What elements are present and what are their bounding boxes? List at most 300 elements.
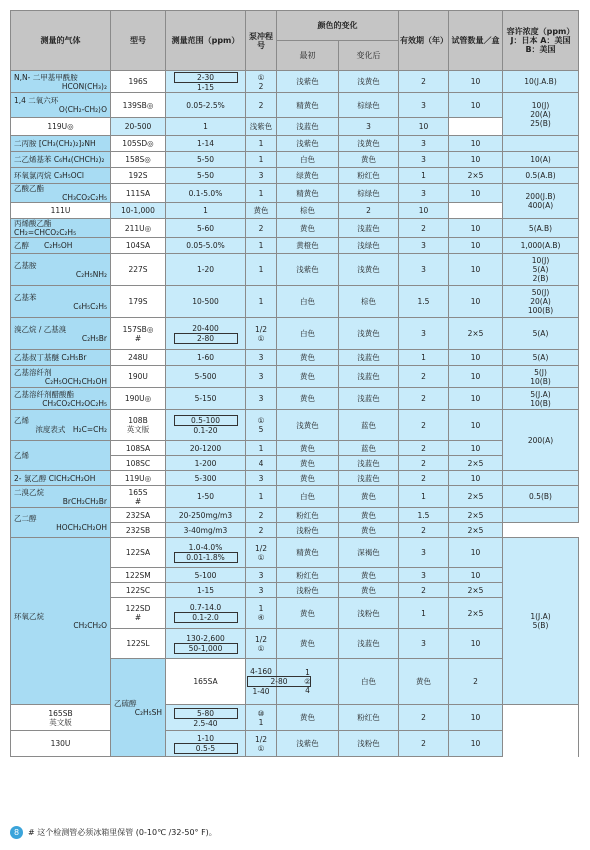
gas-name <box>11 538 111 705</box>
tube-count-line: 10 <box>470 570 481 580</box>
tube-count-line: 2×5 <box>467 329 484 338</box>
pump-line: ⑩ <box>257 708 265 718</box>
range-line: 5-50 <box>196 155 215 164</box>
exposure-limit-line: 0.5(B) <box>529 492 552 501</box>
exposure-limit <box>503 471 579 486</box>
range-line: 20-250mg/m3 <box>178 510 233 520</box>
range-line: 1-20 <box>196 265 215 274</box>
model-line: 119U◎ <box>124 473 152 483</box>
color-after-line: 浅蓝色 <box>357 473 380 483</box>
shelf-life <box>399 152 449 168</box>
range-line: 20-500 <box>124 122 152 131</box>
range <box>166 456 246 471</box>
pump-line: 4 <box>305 686 310 695</box>
shelf-life <box>399 286 449 318</box>
color-after <box>339 168 399 184</box>
shelf-life <box>399 318 449 350</box>
color-after <box>339 731 399 757</box>
color-initial <box>277 318 339 350</box>
range-line: 0.7-14.0 <box>189 603 222 612</box>
tube-count-line: 10 <box>470 473 481 483</box>
pump <box>166 118 246 136</box>
color-initial <box>277 254 339 286</box>
range <box>166 388 246 410</box>
tube-count-line: 10 <box>470 739 481 748</box>
range-line: 0.1-5.0% <box>188 188 223 198</box>
range-line: 2.5-40 <box>193 718 218 728</box>
gas-name-line: 乙烯 <box>14 416 29 425</box>
model-line: 158S◎ <box>125 155 151 164</box>
color-after <box>339 598 399 629</box>
pump-line: 4 <box>258 458 264 468</box>
model <box>111 538 166 568</box>
tube-count-line: 2×5 <box>467 171 484 180</box>
range-line: 3-40mg/m3 <box>183 525 228 535</box>
pump <box>246 152 277 168</box>
tube-count <box>449 318 503 350</box>
tube-count-line: 10 <box>470 639 481 648</box>
color-initial <box>277 71 339 93</box>
exposure-limit <box>503 168 579 184</box>
table-row <box>11 71 579 93</box>
pump-line: 1 <box>203 206 208 215</box>
range <box>166 508 246 523</box>
model-line: 英文版 <box>49 717 72 727</box>
color-initial <box>277 523 339 538</box>
gas-name-line: 2- 氯乙醇 ClCH₂CH₂OH <box>14 473 96 483</box>
color-initial <box>246 203 277 219</box>
color-initial-line: 浅紫色 <box>296 139 319 148</box>
pump <box>246 366 277 388</box>
range-line: 5-80 <box>174 708 238 719</box>
shelf-life-line: 3 <box>421 548 426 557</box>
color-after-line: 深褐色 <box>357 548 380 557</box>
pump-line: ① <box>257 643 265 653</box>
exposure-limit <box>503 486 579 508</box>
color-after-line: 黄色 <box>361 570 376 580</box>
range <box>166 254 246 286</box>
model <box>111 366 166 388</box>
model <box>111 486 166 508</box>
gas-name <box>11 71 111 93</box>
color-initial-line: 绿黄色 <box>296 171 319 180</box>
pump-line: 1/2 <box>254 324 268 334</box>
color-initial-line: 白色 <box>300 297 315 306</box>
pump <box>246 471 277 486</box>
exposure-limit <box>503 184 579 219</box>
tube-count-line: 10 <box>470 241 481 250</box>
model-line: 232SB <box>125 525 151 535</box>
range <box>166 583 246 598</box>
range-line: 1-15 <box>196 585 215 595</box>
color-initial <box>277 93 339 118</box>
shelf-life-line: 1 <box>421 492 426 501</box>
gas-name <box>11 366 111 388</box>
pump <box>246 629 277 659</box>
table-row <box>11 410 579 441</box>
color-initial <box>277 350 339 366</box>
tube-count <box>449 219 503 238</box>
shelf-life <box>399 219 449 238</box>
model-line: 108SA <box>125 443 151 453</box>
gas-name <box>111 659 166 757</box>
exposure-limit <box>503 366 579 388</box>
color-initial <box>277 184 339 203</box>
exposure-limit-line: 1,000(A.B) <box>520 241 561 250</box>
color-initial <box>277 286 339 318</box>
gas-name <box>11 286 111 318</box>
color-after <box>339 388 399 410</box>
gas-name-line: HCON(CH₃)₂ <box>61 81 107 91</box>
model-line: 122SL <box>126 639 150 648</box>
gas-name <box>11 441 111 471</box>
pump <box>246 705 277 731</box>
exposure-limit-line: 0.5(A.B) <box>525 171 556 180</box>
shelf-life-line: 2 <box>421 223 426 233</box>
pump <box>246 441 277 456</box>
pump <box>246 350 277 366</box>
shelf-life-line: 2 <box>421 713 426 722</box>
color-initial-line: 黄色 <box>253 206 269 215</box>
color-initial <box>277 568 339 583</box>
color-after-line: 蓝色 <box>361 420 376 430</box>
shelf-life <box>399 486 449 508</box>
tube-count <box>449 93 503 118</box>
range-line: 10-1,000 <box>121 206 155 215</box>
range-line: 1-15 <box>196 82 215 92</box>
shelf-life <box>339 203 399 219</box>
color-initial-line: 浅黄色 <box>296 420 319 430</box>
header-color: 颜色的变化 <box>277 11 399 41</box>
table-row <box>11 705 579 731</box>
model-line: 165SA <box>193 677 218 686</box>
model <box>111 508 166 523</box>
model-line: # <box>134 333 142 343</box>
exposure-limit-line: 10(B) <box>530 376 551 386</box>
color-after <box>277 118 339 136</box>
exposure-limit-line: 5(J.A) <box>530 389 551 399</box>
model-line: 108B <box>128 416 148 425</box>
pump-line: 1 <box>258 717 264 727</box>
color-after-line: 浅蓝色 <box>296 122 319 131</box>
pump <box>246 168 277 184</box>
footer-note: # 这个检测管必须冰箱里保管 (0-10℃ /32-50° F)。 <box>28 828 217 837</box>
range-line: 5-50 <box>196 171 215 180</box>
range-line: 1-10 <box>196 733 215 743</box>
model-line: 122SC <box>125 585 151 595</box>
header-count: 试管数量／盒 <box>449 11 503 71</box>
pump-line: 3 <box>258 473 264 483</box>
gas-name-line: 环氧乙烷 <box>14 612 44 621</box>
range-line: 130-2,600 <box>186 633 225 643</box>
pump-line: ① <box>257 416 265 425</box>
color-after <box>339 508 399 523</box>
model-line: # <box>134 496 142 506</box>
range <box>166 410 246 441</box>
range <box>166 71 246 93</box>
gas-name <box>11 238 111 254</box>
color-after-line: 浅蓝色 <box>357 458 380 468</box>
color-after-line: 浅绿色 <box>357 241 380 250</box>
color-initial <box>339 659 399 705</box>
gas-name-line: 溴乙烷 / 乙基溴 <box>14 324 67 334</box>
gas-name-line: 二乙烯基苯 C₆H₄(CHCH₂)₂ <box>14 155 105 164</box>
tube-count <box>449 705 503 731</box>
gas-name <box>11 184 111 203</box>
table-row <box>11 731 579 757</box>
color-initial <box>277 538 339 568</box>
color-after <box>339 286 399 318</box>
tube-count-line: 10 <box>470 100 481 110</box>
pump-line: 1/2 <box>254 543 268 553</box>
color-after-line: 黄色 <box>361 510 376 520</box>
color-initial <box>277 366 339 388</box>
color-after-line: 浅蓝色 <box>357 372 380 381</box>
color-after <box>339 318 399 350</box>
gas-name-line: HOCH₂CH₂OH <box>56 522 107 532</box>
pump-line: 3 <box>258 171 264 180</box>
tube-count <box>449 136 503 152</box>
gas-name <box>11 136 111 152</box>
gas-name-line: O⟨CH₂-CH₂⟩O <box>58 105 107 114</box>
color-after-line: 棕色 <box>361 297 376 306</box>
tube-count <box>449 238 503 254</box>
tube-count <box>449 184 503 203</box>
table-row <box>11 350 579 366</box>
gas-name-line: 丙烯酸乙酯 CH₂=CHCO₂C₂H₅ <box>14 219 77 237</box>
range-line: 20-1200 <box>189 443 222 453</box>
shelf-life <box>399 508 449 523</box>
model <box>11 731 111 757</box>
table-row <box>11 184 579 203</box>
range-line: 0.1-20 <box>193 426 218 435</box>
gas-name <box>11 508 111 538</box>
tube-count-line: 10 <box>470 223 481 233</box>
range-line: 2-80 <box>174 333 238 344</box>
exposure-limit-line: 10(J) <box>531 100 550 110</box>
color-initial-line: 粉红色 <box>296 510 319 520</box>
color-after <box>339 219 399 238</box>
shelf-life <box>399 254 449 286</box>
color-initial-line: 粉红色 <box>296 570 319 580</box>
shelf-life <box>399 410 449 441</box>
tube-count <box>449 350 503 366</box>
shelf-life <box>399 456 449 471</box>
model <box>111 523 166 538</box>
pump <box>246 456 277 471</box>
range-line: 0.01-1.8% <box>174 552 238 563</box>
range-line: 2-80 <box>247 676 311 687</box>
range <box>166 629 246 659</box>
shelf-life <box>399 168 449 184</box>
table-row <box>11 152 579 168</box>
gas-detector-table-sheet <box>10 10 578 757</box>
color-after <box>339 629 399 659</box>
shelf-life-line: 2 <box>421 473 426 483</box>
pump-line: ① <box>257 743 265 753</box>
pump-line: 3 <box>258 372 264 381</box>
range <box>166 441 246 456</box>
color-after <box>339 350 399 366</box>
model <box>111 152 166 168</box>
pump <box>246 508 277 523</box>
tube-count <box>449 486 503 508</box>
color-after-line: 棕色 <box>300 206 315 215</box>
shelf-life-line: 1 <box>421 608 426 618</box>
exposure-limit <box>503 350 579 366</box>
model-line: 165S <box>128 487 148 497</box>
range <box>166 286 246 318</box>
exposure-limit-line: 100(B) <box>527 306 554 315</box>
model-line: 232SA <box>125 510 151 520</box>
range-line: 0.5-100 <box>174 415 238 426</box>
tube-count-line: 10 <box>470 713 481 722</box>
exposure-limit-line: 200(A) <box>527 435 554 445</box>
shelf-life-line: 2 <box>421 372 426 381</box>
shelf-life <box>399 388 449 410</box>
shelf-life <box>399 93 449 118</box>
color-initial <box>277 583 339 598</box>
model-line: 190U <box>128 372 148 381</box>
exposure-limit <box>503 538 579 705</box>
pump-line: ② <box>304 677 311 686</box>
pump-line: 2 <box>258 100 264 110</box>
range <box>166 523 246 538</box>
color-initial <box>277 441 339 456</box>
model <box>111 286 166 318</box>
color-initial <box>277 152 339 168</box>
table-row <box>11 486 579 508</box>
tube-count-line: 2×5 <box>467 525 484 535</box>
color-initial-line: 浅紫色 <box>296 77 319 86</box>
pump <box>246 568 277 583</box>
tube-count-line: 2×5 <box>467 608 484 618</box>
exposure-limit-line: 5(A) <box>532 265 549 274</box>
pump <box>246 286 277 318</box>
range-line: 5-300 <box>194 473 217 483</box>
pump-line: 2 <box>258 510 264 520</box>
pump-line: 1/2 <box>254 634 268 644</box>
table-body <box>11 71 579 757</box>
pump <box>246 93 277 118</box>
gas-name <box>11 219 111 238</box>
gas-name-line: C₆H₅C₂H₅ <box>73 301 107 311</box>
pump-line: 3 <box>258 353 264 362</box>
model <box>11 118 111 136</box>
color-after-line: 蓝色 <box>361 443 376 453</box>
shelf-life <box>399 136 449 152</box>
color-initial <box>277 168 339 184</box>
color-initial-line: 黄色 <box>300 372 315 381</box>
shelf-life-line: 1.5 <box>417 510 430 520</box>
gas-name-line: 乙烯 <box>14 451 29 460</box>
exposure-limit <box>503 388 579 410</box>
shelf-life-line: 3 <box>421 188 426 198</box>
exposure-limit-line: 1(J.A) <box>530 612 551 621</box>
gas-name <box>11 410 111 441</box>
range <box>166 238 246 254</box>
pump-line: 1/2 <box>254 734 268 744</box>
color-initial <box>277 388 339 410</box>
model-line: 165SB <box>48 708 73 718</box>
model <box>111 471 166 486</box>
exposure-limit <box>503 318 579 350</box>
tube-count <box>449 441 503 456</box>
page-number-badge: 8 <box>10 826 23 839</box>
color-after <box>339 152 399 168</box>
shelf-life-line: 3 <box>421 100 426 110</box>
model <box>11 203 111 219</box>
color-initial <box>277 410 339 441</box>
range <box>166 705 246 731</box>
pump-line: 2 <box>258 223 264 233</box>
pump <box>246 583 277 598</box>
table-row <box>11 388 579 410</box>
pump <box>246 71 277 93</box>
tube-count-line: 2×5 <box>467 510 484 520</box>
exposure-limit <box>503 508 579 523</box>
color-after-line: 黄色 <box>361 525 376 535</box>
color-initial <box>277 456 339 471</box>
shelf-life-line: 2 <box>421 585 426 595</box>
model-line: 111SA <box>125 188 151 198</box>
range-line: 1-200 <box>194 458 217 468</box>
color-after-line: 浅粉色 <box>357 739 380 748</box>
shelf-life <box>399 350 449 366</box>
pump <box>246 318 277 350</box>
color-initial <box>277 629 339 659</box>
pump-line: 1 <box>258 604 264 613</box>
exposure-limit-line: 20(A) <box>530 297 551 306</box>
model-line: 111U <box>50 206 71 215</box>
tube-count-line: 10 <box>418 122 429 131</box>
model <box>11 705 111 731</box>
header-after: 变化后 <box>339 41 399 71</box>
pump <box>246 238 277 254</box>
gas-name-line: 环氧氯丙烷 C₃H₅OCl <box>14 171 84 180</box>
model <box>111 350 166 366</box>
range <box>111 203 166 219</box>
color-initial <box>277 471 339 486</box>
shelf-life <box>399 705 449 731</box>
pump <box>246 598 277 629</box>
shelf-life <box>399 471 449 486</box>
tube-count-line: 10 <box>470 265 481 274</box>
tube-count-line: 10 <box>470 188 481 198</box>
range-line: 50-1,000 <box>174 643 238 654</box>
shelf-life <box>399 238 449 254</box>
shelf-life-line: 2 <box>421 420 426 430</box>
color-after-line: 浅黄色 <box>357 139 380 148</box>
range <box>166 568 246 583</box>
table-row <box>11 254 579 286</box>
exposure-limit <box>503 136 579 152</box>
gas-name-line: C₂H₅OCH₂CH₂OH <box>44 376 107 386</box>
color-after-line: 棕绿色 <box>357 100 380 110</box>
gas-name-line: 二溴乙烷 <box>14 487 44 497</box>
shelf-life-line: 2 <box>473 677 478 686</box>
shelf-life-line: 2 <box>421 458 426 468</box>
gas-name-line: 乙基胺 <box>14 260 37 270</box>
exposure-limit <box>503 93 579 136</box>
tube-count-line: 10 <box>470 394 481 403</box>
exposure-limit-line: 5(A.B) <box>528 223 553 233</box>
model <box>111 441 166 456</box>
model-line: # <box>134 613 142 622</box>
gas-name <box>11 254 111 286</box>
tube-count <box>449 456 503 471</box>
pump-line: 1 <box>258 265 264 274</box>
